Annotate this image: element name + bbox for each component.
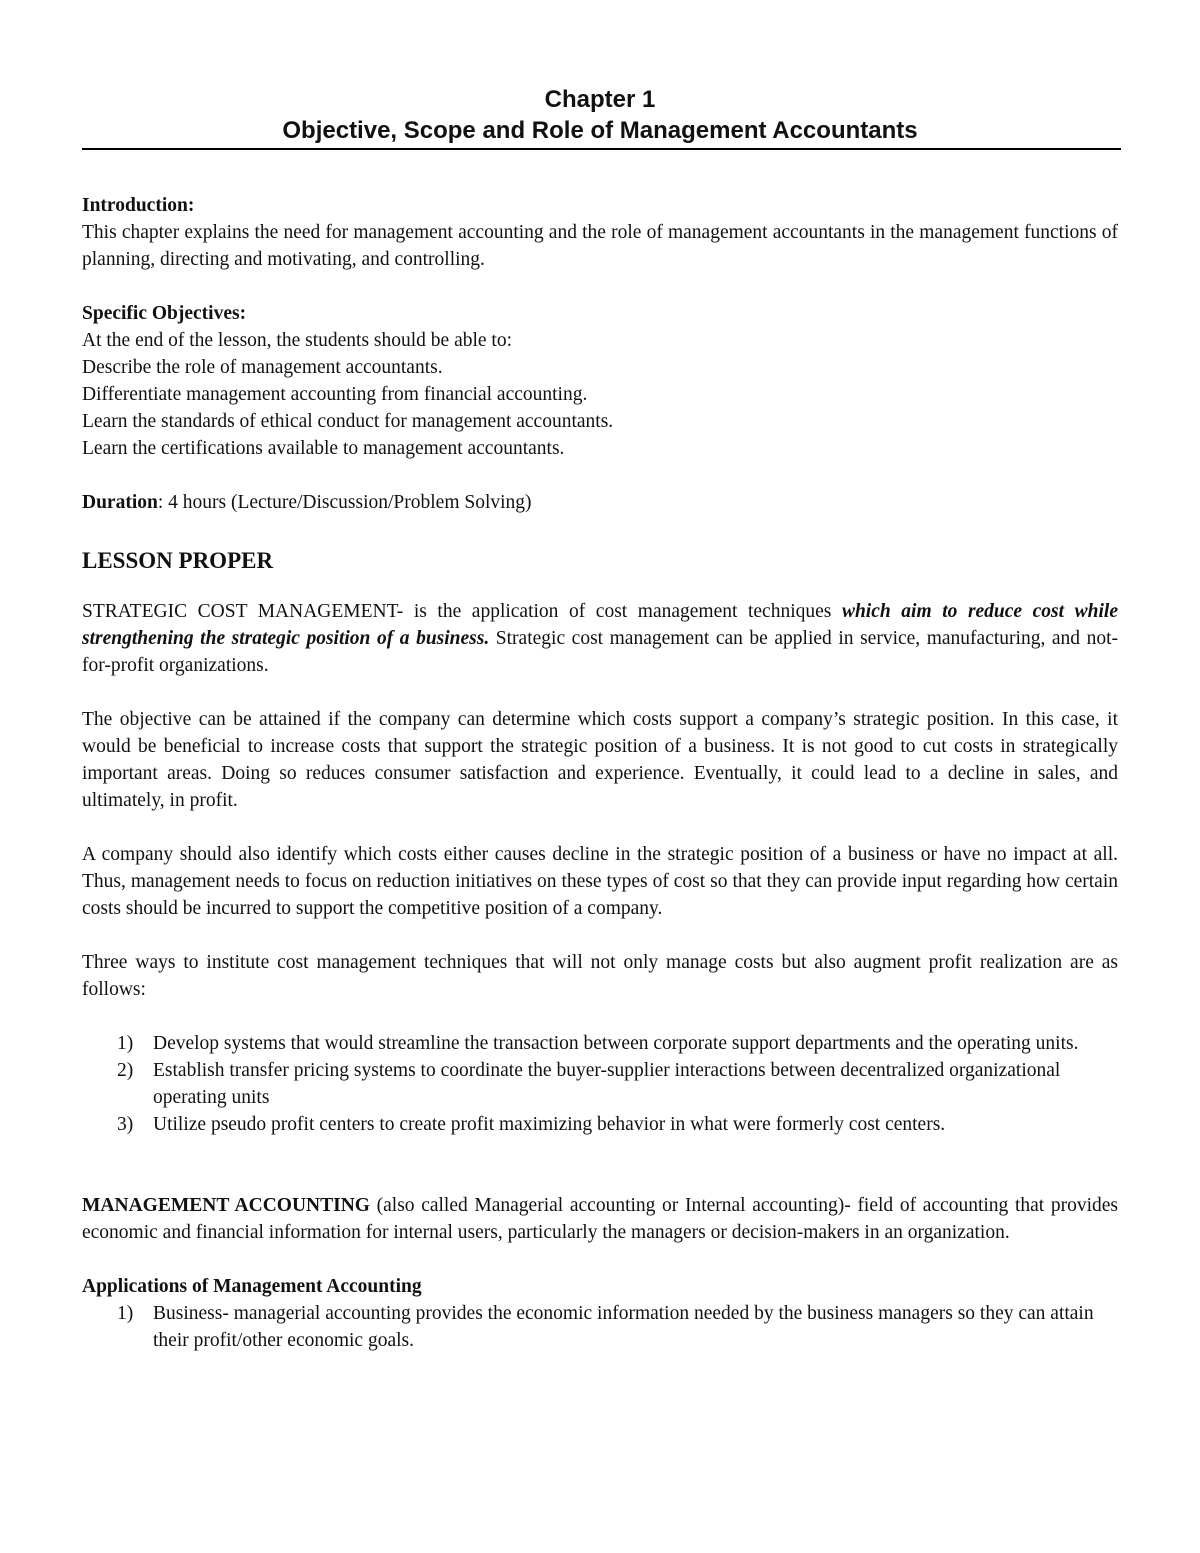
applications-list — [82, 1300, 1118, 1354]
scm-tail: Strategic cost management can be applied in service, manufacturing, and not-for-profit organizations. — [82, 628, 1118, 676]
ma-paragraph — [82, 1192, 1118, 1246]
objective-line: Differentiate management accounting from financial accounting. — [82, 384, 588, 405]
intro-heading: Introduction: — [82, 195, 195, 216]
objective-paragraph: The objective can be attained if the company can determine which costs support a company’s strategic position. In this case, it would be beneficial to increase costs that support the strategic position of a business. It is not good to cut costs in strategically important areas. Doing so reduces consumer satisfaction and experience. Eventually, it could lead to a decline in sales, and ultimately, in profit. — [82, 709, 1118, 811]
list-text: Establish transfer pricing systems to coordinate the buyer-supplier interactions between decentralized organizational operating units — [153, 1060, 1061, 1108]
objective-line: Describe the role of management accountants. — [82, 357, 443, 378]
ways-list — [82, 1030, 1118, 1138]
list-number: 1) — [117, 1033, 134, 1054]
scm-lead: STRATEGIC COST MANAGEMENT- is the application of cost management techniques — [82, 601, 842, 622]
intro-text: This chapter explains the need for management accounting and the role of management accountants in the management functions of planning, directing and motivating, and controlling. — [82, 222, 1118, 270]
ma-term: MANAGEMENT ACCOUNTING — [82, 1195, 370, 1216]
list-item — [82, 1057, 1118, 1111]
chapter-number: Chapter 1 — [544, 86, 656, 113]
objective-line: Learn the certifications available to management accountants. — [82, 438, 565, 459]
applications-heading: Applications of Management Accounting — [82, 1276, 422, 1297]
objective-line: At the end of the lesson, the students should be able to: — [82, 330, 513, 351]
scm-emphasis: which aim to reduce cost while strengthening the strategic position of a business. — [82, 601, 1118, 649]
scm-paragraph — [82, 598, 1118, 679]
document-page — [82, 84, 1118, 1354]
lesson-heading: LESSON PROPER — [82, 548, 274, 573]
three-ways-paragraph: Three ways to institute cost management techniques that will not only manage costs but also augment profit realization are as follows: — [82, 952, 1118, 1000]
list-item — [82, 1111, 1118, 1138]
list-text: Develop systems that would streamline the transaction between corporate support departments and the operating units. — [153, 1033, 1079, 1054]
title-rule — [82, 148, 1121, 150]
list-item — [82, 1300, 1118, 1354]
identify-paragraph: A company should also identify which costs either causes decline in the strategic position of a business or have no impact at all. Thus, management needs to focus on reduction initiatives on these types of cost so that they can provide input regarding how certain costs should be incurred to support the competitive position of a company. — [82, 844, 1118, 919]
objective-line: Learn the standards of ethical conduct for management accountants. — [82, 411, 614, 432]
list-number: 1) — [117, 1303, 134, 1324]
duration-label: Duration — [82, 492, 158, 513]
list-item — [82, 1030, 1118, 1057]
list-text: Business- managerial accounting provides the economic information needed by the business managers so they can attain their profit/other economic goals. — [153, 1303, 1094, 1351]
list-number: 2) — [117, 1060, 134, 1081]
list-text: Utilize pseudo profit centers to create profit maximizing behavior in what were formerly cost centers. — [153, 1114, 946, 1135]
ma-definition: (also called Managerial accounting or Internal accounting)- field of accounting that provides economic and financial information for internal users, particularly the managers or decision-makers in an organization. — [82, 1195, 1118, 1243]
list-number: 3) — [117, 1114, 134, 1135]
chapter-title: Objective, Scope and Role of Management Accountants — [282, 117, 918, 144]
duration-line — [82, 489, 1118, 516]
duration-value: : 4 hours (Lecture/Discussion/Problem Solving) — [157, 492, 532, 513]
objectives-heading: Specific Objectives: — [82, 303, 247, 324]
